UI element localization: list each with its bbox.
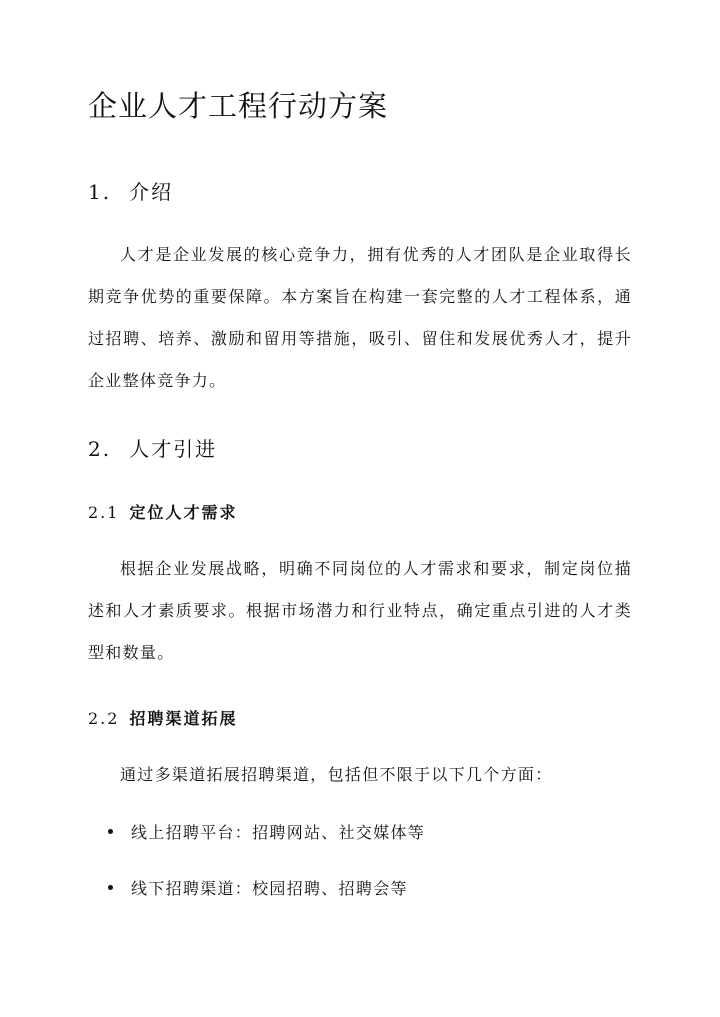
- subsection-heading-talent-needs: [88, 500, 237, 523]
- list-item-text: 线下招聘渠道：校园招聘、招聘会等: [131, 879, 408, 898]
- talent-needs-paragraph: 根据企业发展战略，明确不同岗位的人才需求和要求，制定岗位描述和人才素质要求。根据市场潜力和行业特点，确定重点引进的人才类型和数量。: [88, 559, 632, 662]
- subsection-number: 2.1: [88, 503, 120, 522]
- bullet-icon: [108, 885, 113, 890]
- list-item-text: 线上招聘平台：招聘网站、社交媒体等: [131, 823, 426, 842]
- list-item: [108, 820, 425, 843]
- subsection-heading-recruit-channels: [88, 706, 237, 729]
- recruit-channels-paragraph: 通过多渠道拓展招聘渠道，包括但不限于以下几个方面：: [120, 765, 553, 784]
- section-heading-intro: [88, 176, 173, 205]
- document-title: 企业人才工程行动方案: [88, 89, 389, 123]
- section-heading-talent-introduction: [88, 433, 217, 462]
- bullet-icon: [108, 829, 113, 834]
- section-number: 2.: [88, 437, 112, 461]
- intro-paragraph: 人才是企业发展的核心竞争力，拥有优秀的人才团队是企业取得长期竞争优势的重要保障。本方案旨在构建一套完整的人才工程体系，通过招聘、培养、激励和留用等措施，吸引、留住和发展优秀人才，提升企业整体竞争力。: [88, 245, 632, 390]
- section-title: 人才引进: [129, 437, 218, 461]
- list-item: [108, 876, 408, 899]
- subsection-title: 定位人才需求: [129, 503, 238, 522]
- section-number: 1.: [88, 180, 112, 204]
- section-title: 介绍: [129, 180, 174, 204]
- subsection-title: 招聘渠道拓展: [129, 709, 238, 728]
- subsection-number: 2.2: [88, 709, 120, 728]
